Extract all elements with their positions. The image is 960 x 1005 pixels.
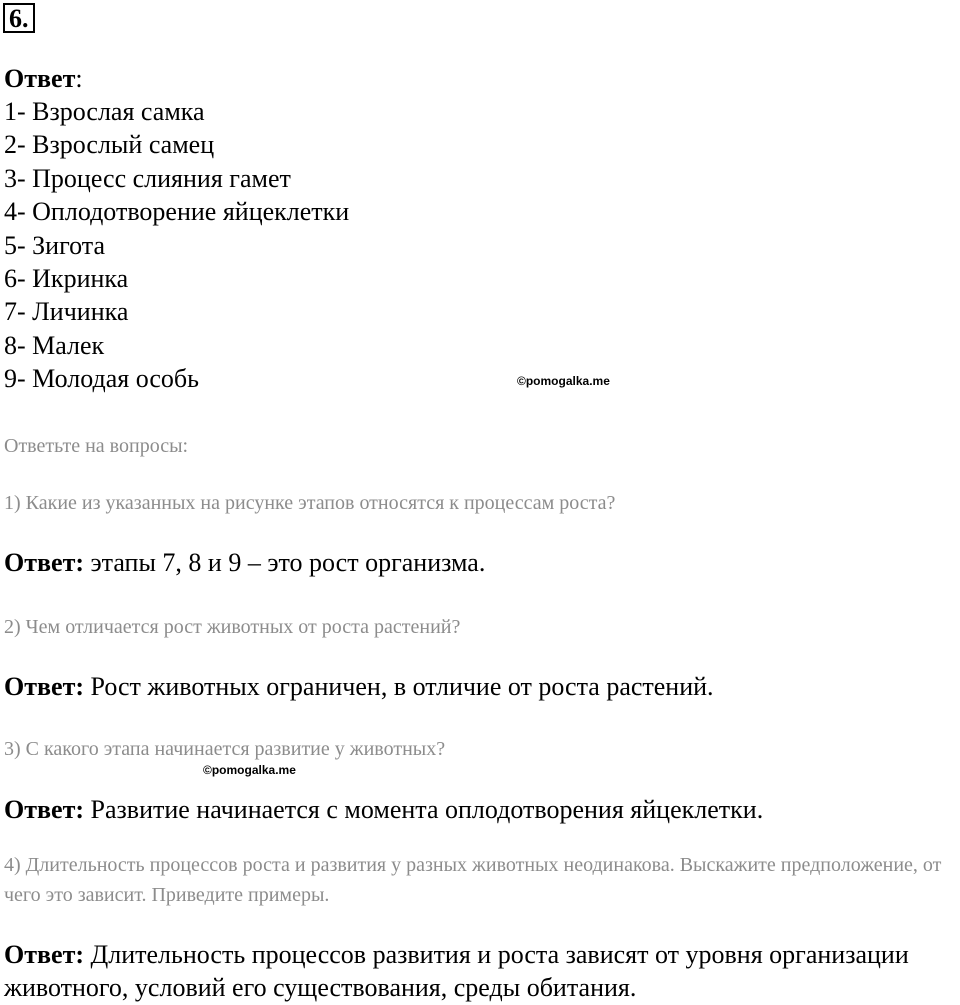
questions-intro: Ответьте на вопросы: <box>4 435 189 457</box>
answer-2 <box>4 670 714 703</box>
question-2: 2) Чем отличается рост животных от роста растений? <box>4 616 461 638</box>
task-number: 6. <box>3 3 35 33</box>
question-4: 4) Длительность процессов роста и развития у разных животных неодинакова. Выскажите предположение, от чего это зависит. Приведите примеры. <box>4 854 942 906</box>
answer-label-text: Ответ <box>4 64 76 93</box>
answer-4-text: Длительность процессов развития и роста зависят от уровня организации животного, условий его существования, среды обитания. <box>4 940 909 1002</box>
answer-3-label: Ответ: <box>4 795 85 824</box>
answer-1-text: этапы 7, 8 и 9 – это рост организма. <box>84 548 486 577</box>
stage-item: 4- Оплодотворение яйцеклетки <box>4 197 350 227</box>
question-3: 3) С какого этапа начинается развитие у животных? <box>4 738 446 760</box>
stage-item: 1- Взрослая самка <box>4 97 205 126</box>
answer-4-label: Ответ: <box>4 940 85 969</box>
answer-label-colon: : <box>75 64 83 93</box>
answer-2-label: Ответ: <box>4 672 85 701</box>
answer-label <box>4 62 349 95</box>
stage-list <box>4 95 349 396</box>
answer-3 <box>4 793 763 826</box>
watermark: ©pomogalka.me <box>203 763 296 777</box>
stage-item: 3- Процесс слияния гамет <box>4 163 291 193</box>
watermark: ©pomogalka.me <box>517 374 610 388</box>
stage-item: 9- Молодая особь <box>4 364 200 394</box>
stage-item: 7- Личинка <box>4 297 129 327</box>
answer-2-text: Рост животных ограничен, в отличие от роста растений. <box>84 672 714 701</box>
stage-item: 6- Икринка <box>4 263 129 293</box>
stage-item: 5- Зигота <box>4 230 105 260</box>
stage-item: 8- Малек <box>4 330 105 360</box>
question-1: 1) Какие из указанных на рисунке этапов относятся к процессам роста? <box>4 492 616 514</box>
answer-3-text: Развитие начинается с момента оплодотворения яйцеклетки. <box>84 795 764 824</box>
answer-1-label: Ответ: <box>4 548 85 577</box>
answer-1 <box>4 546 485 579</box>
stage-item: 2- Взрослый самец <box>4 130 215 160</box>
stages-answer-block <box>4 62 349 396</box>
answer-4 <box>4 938 954 1004</box>
